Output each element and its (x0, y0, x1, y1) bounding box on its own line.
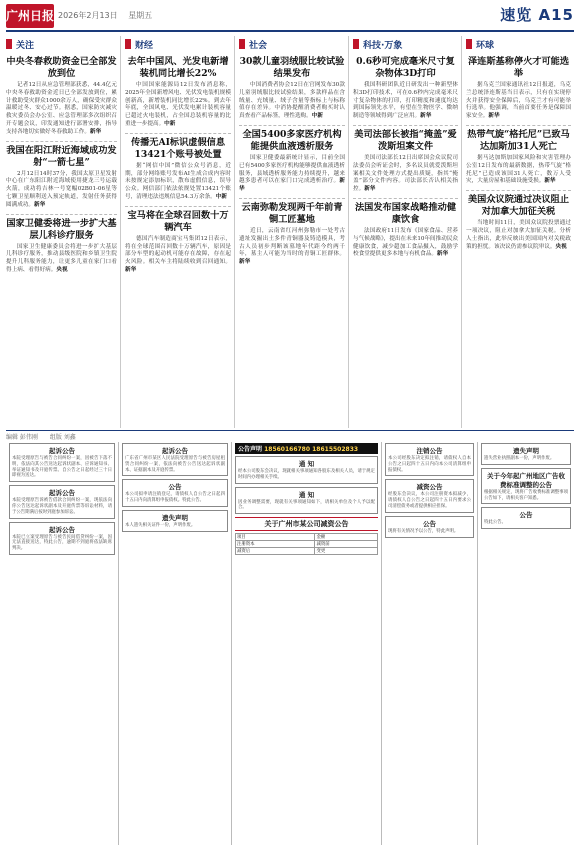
article-text: 2月12日14时37分，我国太原卫星发射中心在广东阳江附近海域使用捷龙三号运载火箭，成功将吉林一号宽幅02B01-06星等七颗卫星顺利送入预定轨道，发射任务获得圆满成功。 (6, 170, 117, 208)
notice-text: 经股东会决议，本公司注册资本拟减少，请债权人自公告之日起四十五日内要求公司清偿债务或者提供相应担保。 (388, 492, 471, 509)
capital-table-cell: 减资前 (315, 541, 378, 548)
article-headline: 云南弥勒发现两千年前青铜工匠墓地 (241, 201, 343, 225)
article-divider (466, 190, 571, 191)
capital-table-row (236, 534, 378, 541)
article-headline: 泽连斯基称停火才可能选举 (467, 56, 570, 79)
notice-text: 广东省广州市某区人民法院受理原告与被告房屋租赁合同纠纷一案，依法向被告公告送达起诉状副本、证据副本及开庭传票。 (125, 456, 225, 473)
article-body (125, 236, 231, 275)
editor-credits (6, 430, 574, 440)
legal-notice (385, 516, 474, 538)
article-headline: 30款儿童羽绒服比较试验结果发布 (239, 56, 345, 79)
article-headline: 美国众议院通过决议阻止对加拿大加征关税 (467, 194, 570, 218)
news-article (125, 56, 231, 129)
article-source: 新华 (239, 178, 345, 193)
notice-text: 现将有关情况予以公告，特此声明。 (388, 528, 459, 534)
article-body (353, 155, 458, 194)
article-divider (125, 206, 231, 207)
article-source: 新华 (436, 251, 449, 258)
article-headline: 热带气旋“格托尼”已致马达加斯加31人死亡 (467, 128, 570, 152)
article-text: 据乌克兰国家通讯社12日报道，乌克兰总统泽连斯基当日表示，只有在实现停火并获得安全保障后，乌克兰才有可能举行选举。他强调，当前首要任务是保障国家安全。 (466, 82, 571, 120)
notice-text: 遗失营业执照副本一份，声明作废。 (484, 456, 555, 461)
article-source: 中新 (215, 193, 227, 200)
article-body (239, 228, 345, 267)
notice-text: 根据相关规定，现将广告收费标准调整事项公告如下，请相关客户知悉。 (484, 489, 568, 501)
news-article (466, 129, 571, 186)
notice-title: 通 知 (298, 490, 315, 499)
capital-table (235, 533, 378, 555)
article-body (239, 82, 345, 121)
article-source: 中新 (311, 113, 323, 120)
classified-column-3 (232, 442, 382, 845)
article-divider (6, 214, 117, 215)
notice-title: 通 知 (298, 460, 315, 468)
column-focus (6, 36, 120, 428)
legal-notice (122, 443, 228, 476)
article-body (239, 155, 345, 194)
news-article (125, 210, 231, 275)
column-finance (120, 36, 234, 428)
capital-table-cell: 注册资本 (236, 541, 315, 548)
classified-column-1 (6, 442, 119, 845)
article-source: 新华 (125, 266, 137, 273)
legal-notice (9, 485, 115, 518)
article-headline: 国家卫健委将进一步扩大基层儿科诊疗服务 (6, 217, 117, 241)
article-headline: 美司法部长被指“掩盖”爱泼斯坦案文件 (354, 128, 457, 152)
article-text: 近日，云南省红河州弥勒市一处考古遗址发掘出土多件青铜器及铸造模具，考古人员初步判断该墓地年代距今约两千年，墓主人可能为当时的青铜工匠群体。 (239, 227, 345, 258)
legal-notice (481, 507, 571, 529)
notice-title: 起诉公告 (49, 525, 75, 534)
article-source: 中新 (164, 120, 176, 127)
article-text: 当地时间11日，美国众议院投票通过一项决议，阻止对加拿大加征关税。分析人士指出，此举反映出美国国内对关税政策的担忧。该决议仍需参议院审议。 (466, 220, 571, 250)
legal-notice (122, 479, 228, 507)
news-article (125, 137, 231, 202)
article-source: 新华 (488, 113, 500, 120)
article-headline: 我国在阳江附近海域成功发射“一箭七星” (6, 144, 117, 168)
article-headline: 全国5400多家医疗机构能提供血液透析服务 (242, 128, 342, 152)
article-body (466, 155, 571, 186)
notice-title: 公告 (519, 511, 533, 520)
column-heading: 科技·万象 (353, 36, 458, 53)
notice-text: 本院受理原告诉被告借款合同纠纷一案，现依法向你公告送达起诉状副本及开庭传票等诉讼材料，请于公告期满后按时到庭参加诉讼。 (12, 498, 112, 515)
article-text: 国家卫健委最新统计显示，目前全国已有5400多家医疗机构能够提供血液透析服务，县域透析服务能力持续提升，越来越多患者可以在家门口完成透析治疗。 (239, 154, 345, 185)
notice-title: 起诉公告 (162, 447, 188, 455)
capital-table-cell: 金额 (315, 534, 378, 541)
legal-notice (9, 443, 115, 482)
article-headline: 中央冬春救助资金已全部发放到位 (6, 56, 117, 79)
news-article (6, 145, 117, 210)
article-headline: 去年中国风、光发电新增装机同比增长22% (127, 56, 229, 79)
article-source: 央视 (555, 243, 567, 250)
article-text: 美国司法部长12日出席国会众议院司法委员会听证会时，多名议员就爱泼斯坦案相关文件处理方式提出质疑，指其“掩盖”部分文件内容。司法部长否认相关指控。 (353, 154, 458, 193)
article-body (466, 82, 571, 121)
article-source: 新华 (420, 113, 432, 120)
article-headline: 法国发布国家战略推动健康饮食 (354, 201, 457, 225)
article-text: 国家卫生健康委员会将进一步扩大基层儿科诊疗服务，推动县级医院和乡镇卫生院提升儿科服务能力，让更多儿童在家门口看得上病、看得好病。 (6, 243, 117, 273)
news-article (239, 129, 345, 194)
column-society (234, 36, 348, 428)
notice-title: 公告 (168, 483, 182, 492)
issue-date: 2026年2月13日 (58, 11, 118, 20)
article-body (6, 82, 117, 137)
news-article (466, 194, 571, 251)
column-tech (348, 36, 461, 428)
article-text: 据马达加斯加国家风险和灾害管理办公室12日发布的最新数据，热带气旋“格托尼”已造成该国31人死亡，数万人受灾，大量房屋和基础设施受损。 (466, 154, 571, 185)
article-body (6, 244, 117, 275)
news-columns (6, 36, 574, 428)
legal-notice (9, 522, 115, 555)
notice-title: 公告 (423, 519, 436, 528)
article-divider (125, 133, 231, 134)
news-article (353, 202, 458, 259)
legal-notice (385, 479, 474, 512)
article-body (6, 171, 117, 210)
notice-title: 遗失声明 (513, 447, 539, 455)
article-text: 据“网信中国”微信公众号消息，近期，部分网络账号发布AI生成合成内容时未按规定添加标识，散布虚假信息，误导公众。网信部门依法依规处置13421个账号，清理违法违规信息54.3万余条。 (125, 162, 231, 200)
article-text: 记者12日从应急管理部获悉，44.4亿元中央冬春救助资金近日已全部发放到位，累计救助受灾群众1000余万人，确保受灾群众温暖过冬、安心过节。据悉，国家防灾减灾救灾委员会办公室、应急管理部多次组织召开专题会议，印发通知进行部署安排，指导支持各地切实做好冬春救助工作。 (6, 82, 117, 135)
article-body (353, 228, 458, 259)
notice-header-bar (235, 443, 378, 454)
notice-list (235, 456, 378, 514)
notice-text: 因业务调整需要，现就有关事项通知如下，请相关单位及个人予以配合。 (238, 499, 375, 511)
article-text: 中国国家能源局12日发布消息称，2025年全国新增风电、光伏发电装机规模创新高，新增装机同比增长22%。到去年年底，全国风电、光伏发电累计装机容量已超过火电装机，占全国总装机容量的比重进一步提高。 (125, 82, 231, 127)
notice-title: 起诉公告 (49, 489, 75, 498)
notice-title: 遗失声明 (162, 513, 188, 522)
article-divider (466, 125, 571, 126)
news-article (239, 202, 345, 267)
article-body (125, 82, 231, 129)
notice-text: 特此公告。 (484, 520, 506, 526)
legal-notice (235, 456, 378, 484)
column-heading: 财经 (125, 36, 231, 53)
news-article (466, 56, 571, 121)
news-article (6, 218, 117, 275)
column-heading: 社会 (239, 36, 345, 53)
news-article (6, 56, 117, 137)
article-divider (239, 125, 345, 126)
article-divider (353, 125, 458, 126)
news-article (239, 56, 345, 121)
article-divider (6, 141, 117, 142)
article-text: 中国消费者协会12日在官网发布30款儿童羽绒服比较试验结果，多款样品在含绒量、充绒量、绒子含量等指标上与标称值存在差异。中消协提醒消费者购买时认真查看产品标签，理性选购。 (239, 82, 345, 120)
article-headline: 宝马将在全球召回数十万辆汽车 (127, 209, 229, 233)
article-divider (353, 198, 458, 199)
legal-notice (481, 468, 571, 505)
capital-table-cell: 减资后 (236, 548, 315, 555)
notice-title: 减资公告 (416, 483, 443, 492)
article-source: 新华 (364, 186, 376, 193)
article-headline: 传播无AI标识虚假信息13421个账号被处置 (130, 136, 226, 160)
designer-name: 组版 刘鑫 (49, 434, 76, 441)
legal-notice (385, 443, 474, 476)
capital-table-row (236, 541, 378, 548)
notice-title: 注销公告 (416, 447, 443, 455)
legal-notice (235, 487, 378, 515)
notice-title: 关于今年起广州地区广告收费标准调整的公告 (487, 471, 565, 489)
article-source: 新华 (544, 178, 556, 185)
capital-table-cell: 项目 (236, 534, 315, 541)
column-heading: 环球 (466, 36, 571, 53)
article-source: 央视 (56, 266, 68, 273)
notice-text: 经本公司股东会决议，现就相关事项通知各股东及相关人员，请于规定时间内办理相关手续。 (238, 469, 375, 480)
notice-text: 本院受理原告与被告合同纠纷一案，因被告下落不明，依法向其公告送达起诉状副本、应诉通知书、举证通知书及开庭传票。自公告之日起经过三十日即视为送达。 (12, 456, 112, 479)
classified-ads (6, 442, 574, 845)
notice-header-phone: 18560166780 18615502833 (264, 446, 359, 453)
notice-text: 本院已立案受理原告与被告民间借贷纠纷一案，因无法直接送达，特此公告，逾期不到庭将依法缺席判决。 (12, 534, 112, 552)
classified-column-5 (478, 442, 574, 845)
capital-table-row (236, 548, 378, 555)
notice-header-label: 公告声明 (238, 446, 263, 453)
news-article (353, 129, 458, 194)
issue-weekday: 星期五 (128, 11, 153, 20)
article-text: 我国科研团队近日研发出一种新型体积3D打印技术，可在0.6秒内完成毫米尺寸复杂物体的打印，打印精度和速度均达到国际领先水平，有望在生物医学、微纳制造等领域得到广泛应用。 (353, 82, 458, 120)
capital-table-cell: 变更 (315, 548, 378, 555)
editor-name: 编辑 彭伟刚 (6, 434, 38, 441)
legal-notice (122, 510, 228, 532)
capital-reduction-title: 关于广州市某公司减资公告 (235, 517, 378, 531)
article-divider (239, 198, 345, 199)
classified-column-4 (382, 442, 478, 845)
notice-text: 本公司拟申请注销登记，请债权人自公告之日起四十五日内向清算组申报债权。特此公告。 (125, 492, 225, 504)
section-page-tag: 速览 A15 (500, 6, 574, 24)
article-text: 德国汽车制造商宝马集团12日表示，将在全球范围召回数十万辆汽车，原因是部分车型的起动机可能存在故障，存在起火风险。相关车主将陆续收到召回通知。 (125, 235, 231, 266)
masthead-divider (6, 30, 574, 32)
notice-text: 本人遗失相关证件一份，声明作废。 (125, 522, 196, 528)
notice-title: 起诉公告 (49, 447, 75, 455)
column-world (461, 36, 574, 428)
article-text: 法国政府11日发布《国家食品、营养与气候战略》，提出在未来10年间推动民众健康饮食，减少超加工食品摄入，鼓励学校食堂提供更多本地与有机食品。 (353, 227, 459, 258)
news-article (353, 56, 458, 121)
column-heading: 关注 (6, 36, 117, 53)
article-source: 新华 (239, 259, 251, 266)
classified-column-2 (119, 442, 232, 845)
article-body (466, 220, 571, 251)
notice-text: 本公司经股东决定拟注销，请债权人自本公告之日起四十五日内向本公司清算组申报债权。 (388, 456, 471, 473)
newspaper-logo: 广州日报 (6, 4, 54, 28)
article-headline: 0.6秒可完成毫米尺寸复杂物体3D打印 (356, 56, 455, 79)
article-body (353, 82, 458, 121)
article-source: 新华 (89, 128, 102, 135)
article-body (125, 163, 231, 202)
legal-notice (481, 443, 571, 465)
dateline (58, 10, 160, 21)
article-source: 新华 (33, 201, 46, 208)
